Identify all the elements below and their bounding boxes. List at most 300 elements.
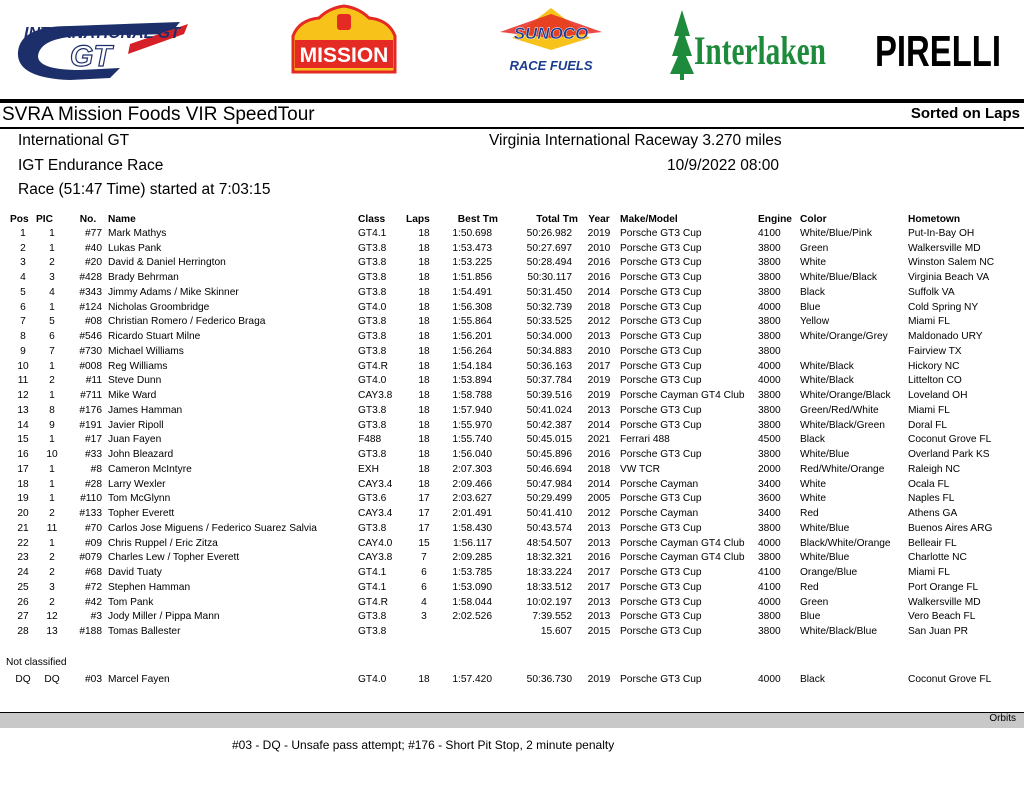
table-row <box>0 300 1024 315</box>
make-model-cell: Ferrari 488 <box>620 434 670 446</box>
pos-cell: 6 <box>20 301 26 313</box>
col-header: Year <box>588 213 610 225</box>
total-time-cell: 15.607 <box>540 626 572 638</box>
engine-cell: 3800 <box>758 316 781 328</box>
total-time-cell: 18:32.321 <box>526 552 572 564</box>
pos-cell: 22 <box>17 537 29 549</box>
hometown-cell: Miami FL <box>908 404 950 416</box>
hometown-cell: San Juan PR <box>908 626 969 638</box>
class-cell: GT3.8 <box>358 286 387 298</box>
pos-cell: 13 <box>17 404 29 416</box>
laps-cell: 3 <box>421 611 427 623</box>
row-spacer <box>0 672 10 686</box>
col-header: Pos <box>10 213 29 225</box>
year-cell: 2010 <box>587 242 611 254</box>
engine-cell: 3600 <box>758 493 781 505</box>
best-time-cell: 1:53.473 <box>452 242 492 254</box>
pic-cell: 2 <box>49 257 55 269</box>
hometown-cell: Ocala FL <box>908 478 950 490</box>
laps-cell: 6 <box>421 581 427 593</box>
pic-cell: 1 <box>49 227 55 239</box>
pic-cell: 2 <box>49 508 55 520</box>
total-time-cell: 50:47.984 <box>526 478 572 490</box>
class-cell: GT3.8 <box>358 419 387 431</box>
number-cell: #40 <box>85 242 102 254</box>
make-model-cell: Porsche Cayman GT4 Club <box>620 390 745 402</box>
pic-cell: 4 <box>49 286 55 298</box>
pos-cell: 27 <box>17 611 29 623</box>
engine-cell: 3800 <box>758 390 781 402</box>
svg-text:GT: GT <box>70 40 112 73</box>
total-time-cell: 50:39.516 <box>526 390 572 402</box>
total-time-cell: 50:37.784 <box>526 375 572 387</box>
hometown-cell: Overland Park KS <box>908 449 990 461</box>
class-cell: GT4.0 <box>358 301 387 313</box>
name-cell: Marcel Fayen <box>108 673 170 685</box>
make-model-cell: Porsche GT3 Cup <box>620 257 702 269</box>
laps-cell: 18 <box>418 227 430 239</box>
row-spacer <box>0 610 10 625</box>
make-model-cell: Porsche GT3 Cup <box>620 316 702 328</box>
engine-cell: 3800 <box>758 272 781 284</box>
total-time-cell: 50:32.739 <box>526 301 572 313</box>
row-spacer <box>0 329 10 344</box>
engine-cell: 4100 <box>758 567 781 579</box>
hometown-cell: Doral FL <box>908 419 948 431</box>
number-cell: #77 <box>85 227 102 239</box>
laps-cell: 18 <box>418 434 430 446</box>
name-cell: Topher Everett <box>108 508 175 520</box>
color-cell: White/Black <box>800 360 854 372</box>
total-time-cell: 50:36.163 <box>526 360 572 372</box>
pos-cell: 26 <box>17 596 29 608</box>
table-row <box>0 477 1024 492</box>
engine-cell: 2000 <box>758 463 781 475</box>
col-header: Laps <box>406 213 430 225</box>
table-row <box>0 388 1024 403</box>
race-datetime: 10/9/2022 08:00 <box>667 157 780 174</box>
row-spacer <box>0 226 10 241</box>
name-cell: Tom McGlynn <box>108 493 171 505</box>
dq-table <box>0 672 1024 686</box>
name-cell: Chris Ruppel / Eric Zitza <box>108 537 218 549</box>
total-time-cell: 50:26.982 <box>526 227 572 239</box>
year-cell: 2013 <box>587 611 611 623</box>
mission-logo-text: MISSION <box>299 44 389 67</box>
year-cell: 2016 <box>587 449 611 461</box>
row-spacer <box>0 447 10 462</box>
pos-cell: 21 <box>17 522 29 534</box>
name-cell: Stephen Hamman <box>108 581 191 593</box>
hometown-cell: Put-In-Bay OH <box>908 227 975 239</box>
row-spacer <box>0 565 10 580</box>
sponsor-logos <box>0 0 1024 95</box>
make-model-cell: Porsche GT3 Cup <box>620 345 702 357</box>
name-cell: Cameron McIntyre <box>108 463 192 475</box>
color-cell: Black/White/Orange <box>800 537 891 549</box>
hometown-cell: Vero Beach FL <box>908 611 976 623</box>
mission-logo <box>289 4 399 84</box>
laps-cell: 18 <box>418 419 430 431</box>
row-spacer <box>0 256 10 271</box>
pos-cell: 16 <box>17 449 29 461</box>
best-time-cell: 2:03.627 <box>452 493 492 505</box>
make-model-cell: Porsche GT3 Cup <box>620 272 702 284</box>
year-cell: 2012 <box>587 508 611 520</box>
engine-cell: 3800 <box>758 522 781 534</box>
make-model-cell: Porsche GT3 Cup <box>620 301 702 313</box>
laps-cell: 18 <box>418 390 430 402</box>
total-time-cell: 50:45.896 <box>526 449 572 461</box>
engine-cell: 3800 <box>758 331 781 343</box>
row-spacer <box>0 595 10 610</box>
laps-cell: 18 <box>418 463 430 475</box>
race-name: IGT Endurance Race <box>18 157 164 174</box>
number-cell: #711 <box>80 390 102 402</box>
number-cell: #3 <box>90 611 102 623</box>
igt-logo-text: INTERNATIONAL GT <box>24 25 180 42</box>
pic-cell: 1 <box>49 390 55 402</box>
class-cell: GT4.R <box>358 596 389 608</box>
hometown-cell: Miami FL <box>908 316 950 328</box>
best-time-cell: 1:54.184 <box>452 360 492 372</box>
pic-cell: 1 <box>49 493 55 505</box>
col-header: PIC <box>36 213 53 225</box>
make-model-cell: VW TCR <box>620 463 660 475</box>
year-cell: 2017 <box>587 581 611 593</box>
class-cell: GT3.8 <box>358 611 387 623</box>
engine-cell: 4000 <box>758 596 781 608</box>
number-cell: #133 <box>79 508 102 520</box>
laps-cell: 18 <box>418 286 430 298</box>
sunoco-logo-text: SUNOCO <box>513 24 589 43</box>
class-cell: F488 <box>358 434 382 446</box>
pos-cell: 3 <box>20 257 26 269</box>
engine-cell: 4000 <box>758 375 781 387</box>
row-spacer <box>0 374 10 389</box>
table-row <box>0 447 1024 462</box>
table-row <box>0 672 1024 686</box>
best-time-cell: 1:55.740 <box>452 434 492 446</box>
series-name: International GT <box>18 132 130 149</box>
make-model-cell: Porsche GT3 Cup <box>620 626 702 638</box>
class-cell: GT3.8 <box>358 257 387 269</box>
best-time-cell: 1:51.856 <box>452 272 492 284</box>
name-cell: Jody Miller / Pippa Mann <box>108 611 220 623</box>
name-cell: Lukas Pank <box>108 242 162 254</box>
year-cell: 2014 <box>587 478 611 490</box>
laps-cell: 7 <box>421 552 427 564</box>
number-cell: #428 <box>79 272 102 284</box>
row-spacer <box>0 551 10 566</box>
hometown-cell: Walkersville MD <box>908 242 981 254</box>
total-time-cell: 18:33.224 <box>526 567 572 579</box>
hometown-cell: Coconut Grove FL <box>908 434 992 446</box>
number-cell: #343 <box>79 286 102 298</box>
race-start: Race (51:47 Time) started at 7:03:15 <box>18 181 271 198</box>
number-cell: #110 <box>80 493 102 505</box>
make-model-cell: Porsche GT3 Cup <box>620 673 702 685</box>
pos-cell: 12 <box>17 390 29 402</box>
engine-cell: 3400 <box>758 478 781 490</box>
year-cell: 2016 <box>587 552 611 564</box>
laps-cell: 18 <box>418 345 430 357</box>
best-time-cell: 1:56.117 <box>453 537 492 549</box>
total-time-cell: 50:28.494 <box>526 257 572 269</box>
make-model-cell: Porsche Cayman <box>620 508 699 520</box>
pic-cell: 2 <box>49 552 55 564</box>
make-model-cell: Porsche Cayman GT4 Club <box>620 552 745 564</box>
engine-cell: 3800 <box>758 404 781 416</box>
color-cell: White/Blue/Pink <box>800 227 872 239</box>
name-cell: Reg Williams <box>108 360 168 372</box>
year-cell: 2014 <box>587 419 611 431</box>
pic-cell: 11 <box>46 522 58 534</box>
class-cell: GT3.8 <box>358 404 387 416</box>
year-cell: 2010 <box>587 345 611 357</box>
class-cell: GT3.8 <box>358 242 387 254</box>
hometown-cell: Charlotte NC <box>908 552 967 564</box>
sunoco-logo-subtext: RACE FUELS <box>509 58 593 73</box>
year-cell: 2017 <box>587 360 611 372</box>
pic-cell: DQ <box>44 673 60 685</box>
laps-cell: 18 <box>418 478 430 490</box>
engine-cell: 3800 <box>758 257 781 269</box>
track-name: Virginia International Raceway 3.270 miles <box>489 132 782 149</box>
class-cell: GT3.8 <box>358 522 387 534</box>
row-spacer <box>0 462 10 477</box>
interlaken-logo-text: Interlaken <box>694 28 826 73</box>
sort-label: Sorted on Laps <box>910 105 1020 122</box>
color-cell: White <box>800 478 827 490</box>
year-cell: 2016 <box>587 272 611 284</box>
row-spacer <box>0 536 10 551</box>
class-cell: GT3.8 <box>358 272 387 284</box>
name-cell: Charles Lew / Topher Everett <box>108 552 240 564</box>
class-cell: GT4.1 <box>358 581 387 593</box>
class-cell: GT3.8 <box>358 626 387 638</box>
laps-cell: 18 <box>418 257 430 269</box>
make-model-cell: Porsche GT3 Cup <box>620 596 702 608</box>
col-header: Name <box>108 213 136 225</box>
make-model-cell: Porsche GT3 Cup <box>620 286 702 298</box>
laps-cell: 18 <box>418 404 430 416</box>
col-header: Total Tm <box>536 213 578 225</box>
color-cell: Green <box>800 242 829 254</box>
pos-cell: 23 <box>17 552 29 564</box>
laps-cell: 18 <box>418 301 430 313</box>
pos-cell: 5 <box>20 286 26 298</box>
pic-cell: 13 <box>46 626 58 638</box>
table-row <box>0 551 1024 566</box>
col-header: Make/Model <box>620 213 678 225</box>
table-row <box>0 433 1024 448</box>
total-time-cell: 50:31.450 <box>526 286 572 298</box>
col-header: Hometown <box>908 213 961 225</box>
total-time-cell: 50:45.015 <box>526 434 572 446</box>
year-cell: 2017 <box>587 567 611 579</box>
hometown-cell: Maldonado URY <box>908 331 983 343</box>
total-time-cell: 50:34.883 <box>526 345 572 357</box>
number-cell: #11 <box>85 375 102 387</box>
color-cell: Red <box>800 581 819 593</box>
color-cell: White <box>800 257 827 269</box>
pos-cell: 10 <box>17 360 29 372</box>
pirelli-logo-text: PIRELLI <box>875 27 1001 76</box>
best-time-cell: 2:09.285 <box>452 552 492 564</box>
year-cell: 2019 <box>587 227 611 239</box>
name-cell: James Hamman <box>108 404 183 416</box>
title-rule <box>0 127 1024 129</box>
pos-cell: 2 <box>20 242 26 254</box>
pic-cell: 1 <box>49 242 55 254</box>
make-model-cell: Porsche GT3 Cup <box>620 611 702 623</box>
pos-cell: 14 <box>17 419 29 431</box>
color-cell: White/Blue <box>800 522 850 534</box>
color-cell: Black <box>800 286 825 298</box>
make-model-cell: Porsche GT3 Cup <box>620 567 702 579</box>
best-time-cell: 1:58.044 <box>452 596 492 608</box>
year-cell: 2019 <box>587 375 611 387</box>
sunoco-logo <box>490 4 612 84</box>
class-cell: GT3.8 <box>358 316 387 328</box>
class-cell: GT3.8 <box>358 449 387 461</box>
make-model-cell: Porsche GT3 Cup <box>620 493 702 505</box>
class-cell: CAY4.0 <box>358 537 393 549</box>
table-row <box>0 521 1024 536</box>
pic-cell: 3 <box>49 272 55 284</box>
number-cell: #730 <box>79 345 102 357</box>
best-time-cell: 1:56.308 <box>452 301 492 313</box>
name-cell: Brady Behrman <box>108 272 179 284</box>
pos-cell: 18 <box>17 478 29 490</box>
class-cell: GT4.1 <box>358 227 387 239</box>
class-cell: CAY3.8 <box>358 552 393 564</box>
table-row <box>0 315 1024 330</box>
best-time-cell: 1:56.264 <box>452 345 492 357</box>
color-cell: Black <box>800 434 825 446</box>
event-title: SVRA Mission Foods VIR SpeedTour <box>2 104 315 125</box>
number-cell: #191 <box>79 419 102 431</box>
hometown-cell: Buenos Aires ARG <box>908 522 993 534</box>
total-time-cell: 50:33.525 <box>526 316 572 328</box>
class-cell: CAY3.8 <box>358 390 393 402</box>
total-time-cell: 7:39.552 <box>532 611 572 623</box>
total-time-cell: 50:43.574 <box>526 522 572 534</box>
not-classified-label: Not classified <box>6 657 67 668</box>
make-model-cell: Porsche GT3 Cup <box>620 331 702 343</box>
row-spacer <box>0 403 10 418</box>
total-time-cell: 50:41.024 <box>526 404 572 416</box>
name-cell: Tom Pank <box>108 596 154 608</box>
row-spacer <box>0 285 10 300</box>
color-cell: Red <box>800 508 819 520</box>
color-cell: White/Black/Blue <box>800 626 878 638</box>
number-cell: #188 <box>79 626 102 638</box>
color-cell: White/Orange/Grey <box>800 331 888 343</box>
number-cell: #008 <box>79 360 102 372</box>
color-cell: Blue <box>800 611 821 623</box>
table-row <box>0 536 1024 551</box>
col-header: Color <box>800 213 827 225</box>
hometown-cell: Littelton CO <box>908 375 962 387</box>
total-time-cell: 48:54.507 <box>526 537 572 549</box>
igt-logo <box>10 4 200 84</box>
laps-cell: 18 <box>418 375 430 387</box>
make-model-cell: Porsche GT3 Cup <box>620 375 702 387</box>
row-spacer <box>0 506 10 521</box>
pos-cell: 25 <box>17 581 29 593</box>
engine-cell: 3800 <box>758 552 781 564</box>
year-cell: 2014 <box>587 286 611 298</box>
total-time-cell: 50:29.499 <box>526 493 572 505</box>
name-cell: Jimmy Adams / Mike Skinner <box>108 286 239 298</box>
hometown-cell: Virginia Beach VA <box>908 272 990 284</box>
pos-cell: 19 <box>17 493 29 505</box>
table-row <box>0 344 1024 359</box>
engine-cell: 3400 <box>758 508 781 520</box>
number-cell: #8 <box>90 463 102 475</box>
best-time-cell: 1:56.201 <box>452 331 492 343</box>
total-time-cell: 18:33.512 <box>526 581 572 593</box>
col-header: Class <box>358 213 386 225</box>
number-cell: #03 <box>85 673 102 685</box>
make-model-cell: Porsche Cayman <box>620 478 699 490</box>
pos-cell: 17 <box>17 463 29 475</box>
number-cell: #176 <box>79 404 102 416</box>
year-cell: 2018 <box>587 463 611 475</box>
laps-cell: 17 <box>418 508 430 520</box>
name-cell: Tomas Ballester <box>108 626 181 638</box>
row-spacer <box>0 433 10 448</box>
number-cell: #546 <box>79 331 102 343</box>
number-cell: #33 <box>85 449 102 461</box>
best-time-cell: 2:09.466 <box>452 478 492 490</box>
col-header: Best Tm <box>457 213 498 225</box>
engine-cell: 4100 <box>758 581 781 593</box>
year-cell: 2019 <box>587 390 611 402</box>
make-model-cell: Porsche GT3 Cup <box>620 522 702 534</box>
color-cell: White/Blue <box>800 552 850 564</box>
color-cell: White/Blue <box>800 449 850 461</box>
name-cell: Mike Ward <box>108 390 157 402</box>
best-time-cell: 1:55.970 <box>452 419 492 431</box>
pic-cell: 5 <box>49 316 55 328</box>
engine-cell: 3800 <box>758 345 781 357</box>
best-time-cell: 1:57.420 <box>452 673 492 685</box>
number-cell: #17 <box>85 434 102 446</box>
pic-cell: 8 <box>49 404 55 416</box>
name-cell: Christian Romero / Federico Braga <box>108 316 266 328</box>
top-rule <box>0 99 1024 103</box>
make-model-cell: Porsche GT3 Cup <box>620 227 702 239</box>
laps-cell: 18 <box>418 316 430 328</box>
name-cell: Mark Mathys <box>108 227 167 239</box>
hometown-cell: Loveland OH <box>908 390 968 402</box>
number-cell: #68 <box>85 567 102 579</box>
name-cell: Michael Williams <box>108 345 184 357</box>
color-cell: White/Orange/Black <box>800 390 891 402</box>
row-spacer <box>0 270 10 285</box>
class-cell: GT4.R <box>358 360 389 372</box>
table-row <box>0 565 1024 580</box>
pic-cell: 1 <box>49 463 55 475</box>
name-cell: Javier Ripoll <box>108 419 164 431</box>
table-row <box>0 329 1024 344</box>
name-cell: Larry Wexler <box>108 478 166 490</box>
best-time-cell: 1:53.894 <box>452 375 492 387</box>
row-spacer <box>0 492 10 507</box>
